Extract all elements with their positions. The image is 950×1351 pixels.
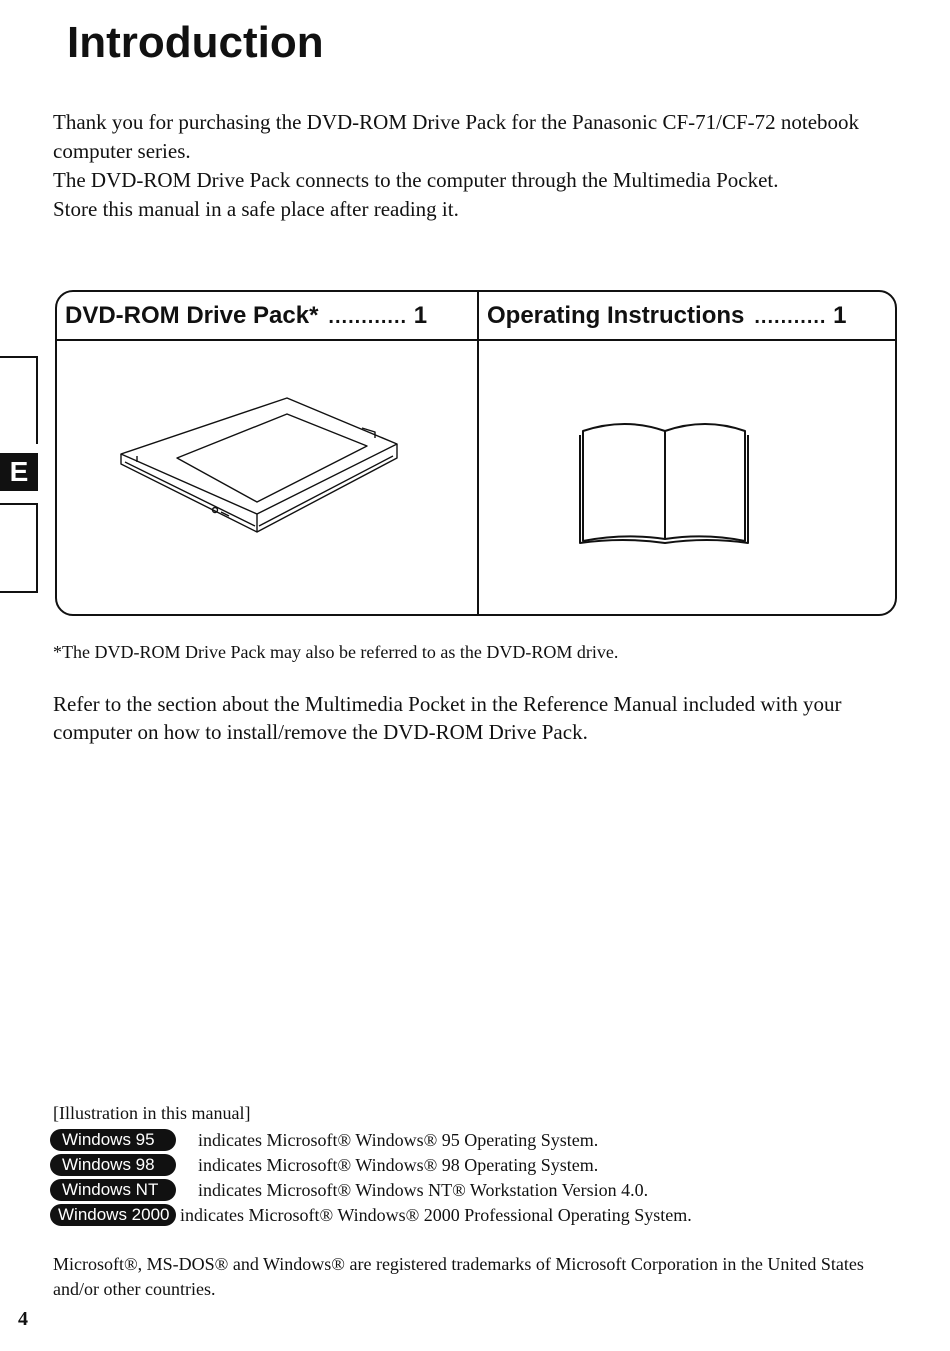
legend-row-win95 (50, 1128, 598, 1152)
tab-line-bottom (0, 591, 38, 593)
tab-line-mid (0, 503, 38, 505)
tab-line-upper (36, 356, 38, 444)
contents-item-drive (65, 302, 427, 330)
win98-badge: Windows 98 (50, 1154, 176, 1176)
footnote: *The DVD-ROM Drive Pack may also be referred to as the DVD-ROM drive. (53, 642, 619, 662)
contents-item-manual-qty: 1 (833, 302, 847, 329)
intro-line-2: The DVD-ROM Drive Pack connects to the computer through the Multimedia Pocket. (53, 168, 779, 192)
legend-row-winnt (50, 1178, 648, 1202)
dvd-drive-illustration (117, 392, 407, 562)
reference-note: Refer to the section about the Multimedia Pocket in the Reference Manual included with your computer on how to install/remove the DVD-ROM Drive Pack. (53, 692, 842, 744)
box-divider-vertical (477, 292, 479, 614)
win95-badge: Windows 95 (50, 1129, 176, 1151)
box-divider-horizontal (57, 339, 895, 341)
tab-line-top (0, 356, 38, 358)
page-title: Introduction (67, 18, 324, 67)
page-number: 4 (18, 1308, 28, 1330)
tab-line-lower (36, 503, 38, 593)
legend-row-win98 (50, 1153, 598, 1177)
winnt-badge: Windows NT (50, 1179, 176, 1201)
intro-line-1: Thank you for purchasing the DVD-ROM Drive Pack for the Panasonic CF-71/CF-72 notebook computer series. (53, 110, 860, 163)
section-tab-e: E (0, 453, 38, 491)
contents-item-manual (487, 302, 847, 330)
contents-item-manual-dots: ........... (754, 306, 827, 328)
legend-row-win2000 (50, 1203, 692, 1227)
legend-text-win98: indicates Microsoft® Windows® 98 Operating System. (198, 1154, 599, 1175)
legend-text-win2000: indicates Microsoft® Windows® 2000 Professional Operating System. (180, 1204, 692, 1225)
contents-item-manual-name: Operating Instructions (487, 302, 745, 329)
contents-item-drive-dots: ............ (328, 306, 408, 328)
win2000-badge: Windows 2000 (50, 1204, 176, 1226)
contents-item-drive-name: DVD-ROM Drive Pack* (65, 302, 319, 329)
contents-item-drive-qty: 1 (413, 302, 428, 329)
legend-heading: [Illustration in this manual] (53, 1103, 251, 1123)
intro-text (53, 108, 908, 224)
package-contents-box (55, 290, 897, 616)
trademark-notice: Microsoft®, MS-DOS® and Windows® are registered trademarks of Microsoft Corporation in the United States and/or other countries. (53, 1254, 864, 1299)
legend-text-win95: indicates Microsoft® Windows® 95 Operating System. (198, 1129, 599, 1150)
manual-book-illustration (577, 417, 752, 547)
intro-line-3: Store this manual in a safe place after reading it. (53, 197, 459, 221)
legend-text-winnt: indicates Microsoft® Windows NT® Workstation Version 4.0. (198, 1179, 649, 1200)
